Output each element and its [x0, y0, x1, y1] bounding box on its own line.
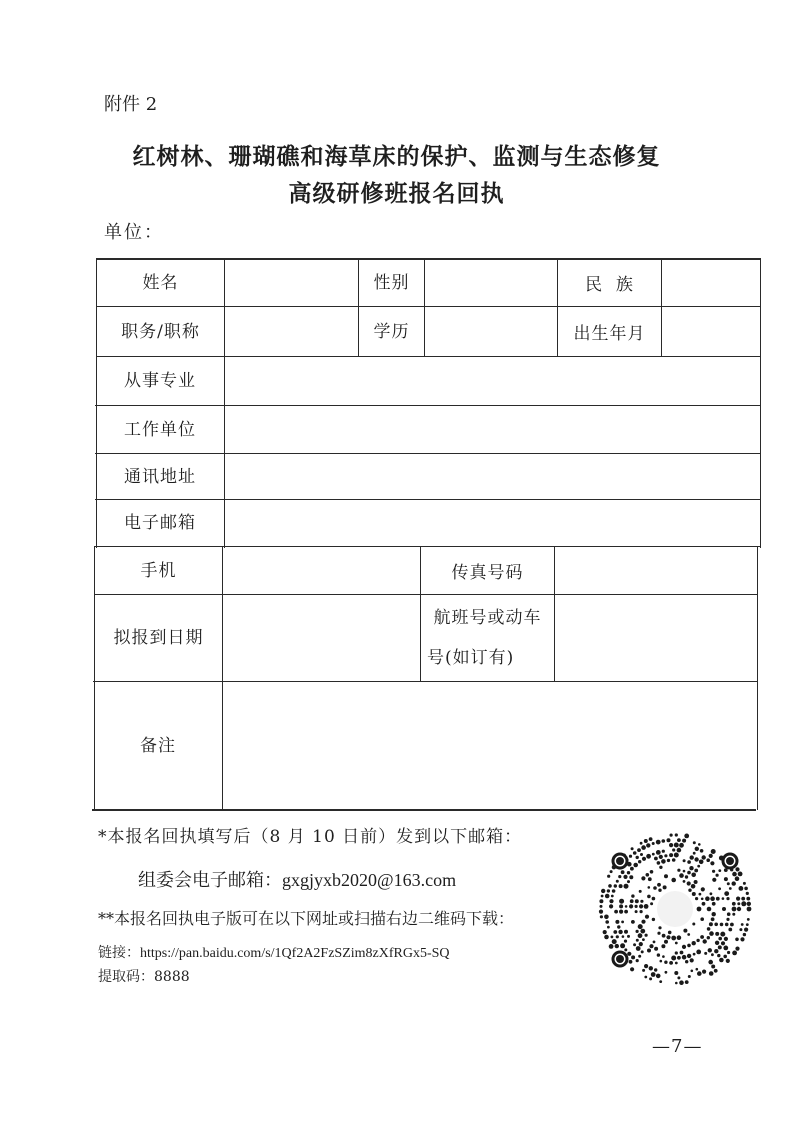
input-name[interactable]: [225, 259, 358, 306]
label-education: 学历: [373, 321, 410, 342]
label-position: 职务/职称: [121, 321, 200, 342]
label-address: 通讯地址: [124, 466, 196, 487]
input-fax[interactable]: [555, 547, 757, 594]
label-mobile: 手机: [140, 560, 177, 581]
attachment-label: 附件 2: [104, 94, 158, 115]
flight-label-line-2: 号(如订有): [427, 648, 515, 668]
table-border-right: [757, 546, 758, 810]
qr-finder-pattern: [616, 857, 624, 865]
download-link-row: [98, 942, 450, 962]
input-remarks[interactable]: [223, 682, 757, 809]
input-address[interactable]: [225, 454, 760, 499]
label-ethnicity: 民 族: [585, 274, 634, 295]
download-link-url[interactable]: https://pan.baidu.com/s/1Qf2A2FzSZim8zXfRGx5-SQ: [140, 946, 450, 961]
input-ethnicity[interactable]: [662, 259, 760, 306]
label-specialty: 从事专业: [124, 371, 196, 391]
unit-label: 单位：: [104, 222, 164, 243]
download-link-label: 链接：: [98, 946, 140, 961]
label-fax: 传真号码: [451, 562, 524, 583]
page-number: —7—: [652, 1036, 703, 1057]
label-arrival-date: 拟报到日期: [113, 628, 204, 648]
flight-label-line-1: 航班号或动车: [433, 608, 542, 628]
label-remarks: 备注: [140, 735, 176, 756]
committee-email-address[interactable]: gxgjyxb2020@163.com: [282, 870, 457, 890]
table-border-right: [760, 258, 761, 548]
label-gender: 性别: [373, 272, 410, 293]
committee-email-row: [138, 866, 456, 892]
extraction-code-value: 8888: [154, 969, 190, 985]
title-line-2: 高级研修班报名回执: [288, 180, 505, 207]
table-border-bottom: [92, 809, 756, 811]
input-specialty[interactable]: [225, 357, 760, 405]
qr-code-icon[interactable]: [594, 828, 756, 990]
qr-center-logo: [657, 891, 693, 927]
input-flight-number[interactable]: [555, 595, 757, 681]
input-birth-date[interactable]: [662, 307, 760, 356]
label-work-unit: 工作单位: [124, 419, 196, 440]
label-flight-number: [421, 595, 554, 681]
input-mobile[interactable]: [223, 547, 420, 594]
input-gender[interactable]: [425, 259, 557, 306]
download-note: **本报名回执电子版可在以下网址或扫描右边二维码下载：: [98, 909, 515, 928]
submission-note: *本报名回执填写后（8 月 10 日前）发到以下邮箱：: [98, 827, 523, 847]
input-email[interactable]: [225, 500, 760, 546]
input-position[interactable]: [225, 307, 358, 356]
qr-finder-pattern: [726, 857, 734, 865]
qr-modules: [599, 833, 752, 985]
committee-email-label: 组委会电子邮箱：: [138, 870, 282, 891]
qr-code-graphic: [594, 828, 756, 990]
label-name: 姓名: [142, 272, 179, 293]
input-arrival-date[interactable]: [223, 595, 420, 681]
input-education[interactable]: [425, 307, 557, 356]
label-birth-date: 出生年月: [573, 323, 646, 344]
qr-finder-pattern: [616, 955, 624, 963]
input-work-unit[interactable]: [225, 406, 760, 453]
label-email: 电子邮箱: [124, 513, 196, 533]
title-line-1: 红树林、珊瑚礁和海草床的保护、监测与生态修复: [132, 143, 661, 170]
extraction-code-label: 提取码：: [98, 969, 154, 985]
extraction-code-row: [98, 966, 190, 986]
